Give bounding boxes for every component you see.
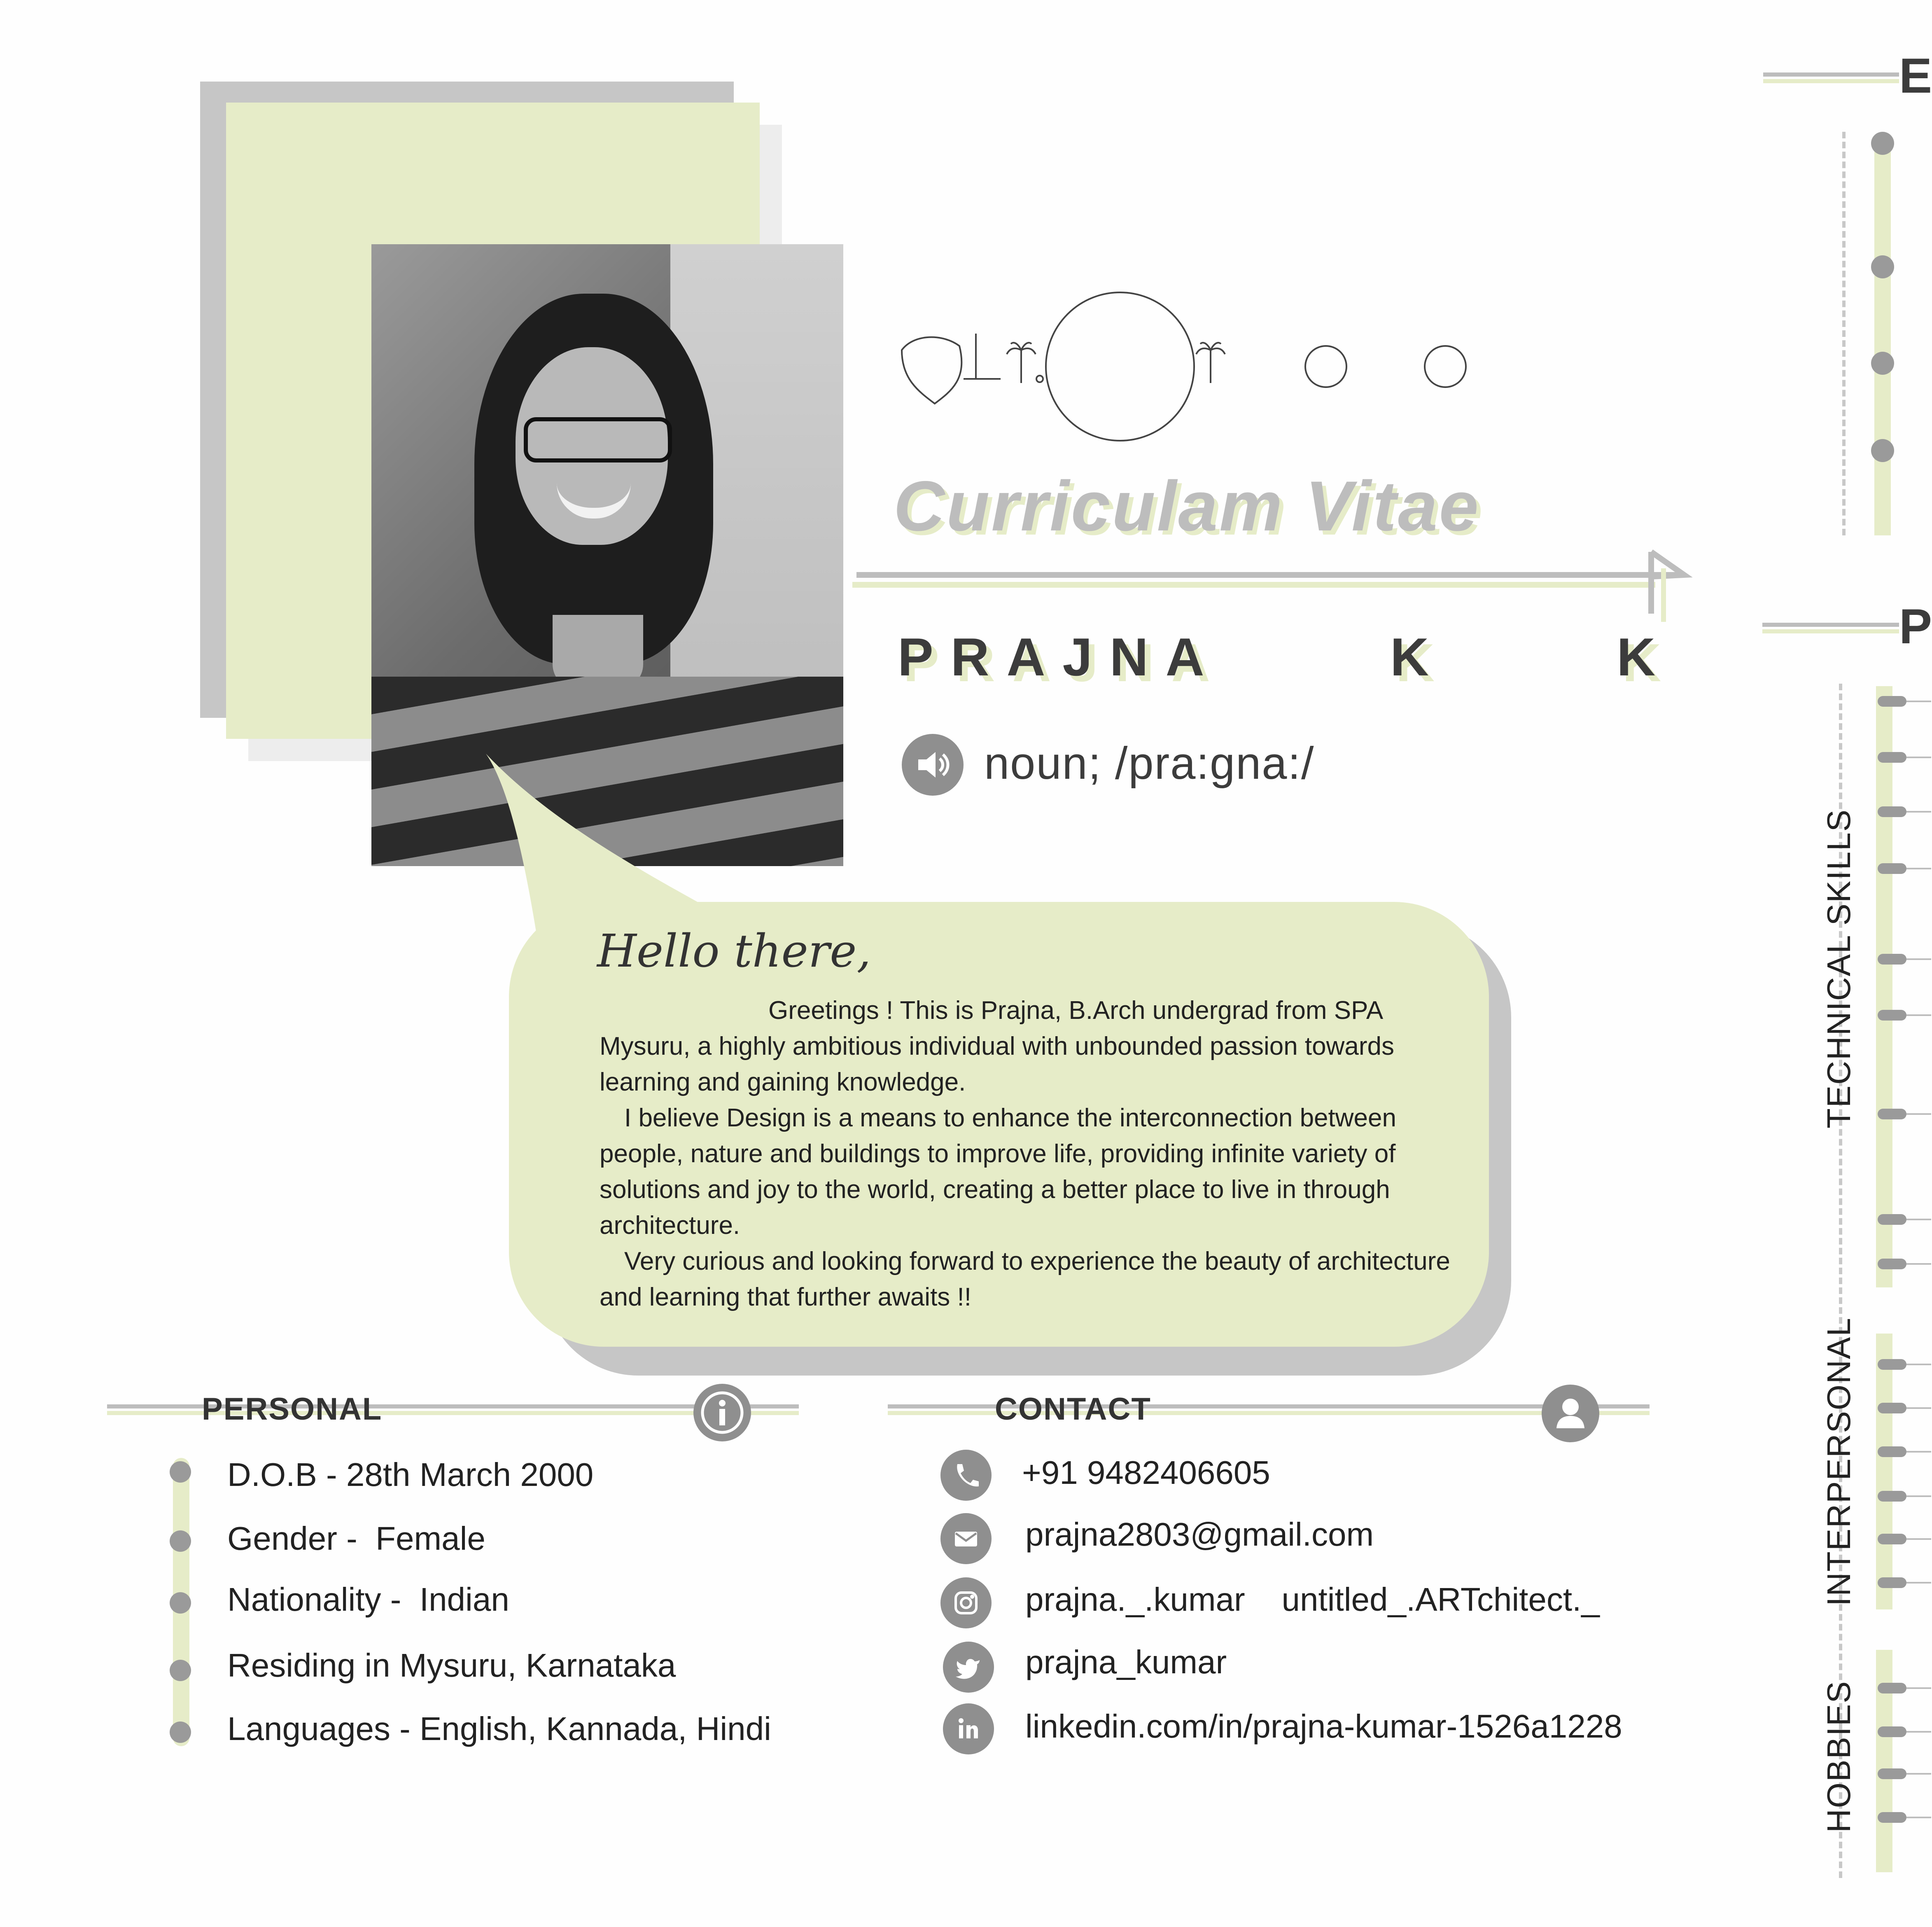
instagram-icon[interactable]	[940, 1577, 992, 1628]
skill-tick	[1878, 863, 1906, 874]
cv-title: Curriculam Vitae	[894, 467, 1480, 546]
right-dashed-line	[1842, 132, 1846, 535]
personal-heading: PERSONAL	[202, 1392, 383, 1427]
candidate-name: PRAJNA K K	[898, 627, 1673, 687]
bullet-dot	[1871, 439, 1894, 462]
right-heading-top: E	[1899, 48, 1932, 103]
hobbies-label: HOBBIES	[1820, 1680, 1857, 1833]
contact-linkedin[interactable]: linkedin.com/in/prajna-kumar-1526a1228	[1025, 1708, 1622, 1745]
right-bar	[1874, 136, 1891, 535]
skill-tick	[1878, 1403, 1906, 1413]
greeting-heading: Hello there,	[597, 925, 871, 977]
personal-residence: Residing in Mysuru, Karnataka	[227, 1647, 676, 1684]
skill-tick	[1878, 752, 1906, 763]
skill-tick	[1878, 696, 1906, 707]
interpersonal-bar	[1876, 1334, 1892, 1609]
linkedin-icon[interactable]	[943, 1703, 994, 1754]
skill-tick	[1878, 1577, 1906, 1588]
skill-tick	[1878, 1812, 1906, 1823]
bullet-dot	[170, 1530, 191, 1552]
bullet-dot	[170, 1660, 191, 1681]
technical-bar	[1876, 686, 1892, 1287]
interpersonal-label: INTERPERSONAL	[1820, 1317, 1857, 1606]
personal-nationality: Nationality - Indian	[227, 1581, 509, 1618]
bullet-dot	[170, 1721, 191, 1743]
right-heading-mid: P	[1899, 599, 1932, 654]
skill-tick	[1878, 1010, 1906, 1021]
skill-tick	[1878, 1259, 1906, 1269]
bullet-dot	[1871, 132, 1894, 155]
contact-instagram[interactable]: prajna._.kumar untitled_.ARTchitect._	[1025, 1581, 1600, 1618]
skill-tick	[1878, 806, 1906, 817]
bio-paragraph: Greetings ! This is Prajna, B.Arch undergrad from SPA Mysuru, a highly ambitious individual with unbounded passion towards learning and gaining knowledge.	[600, 996, 1394, 1096]
info-icon	[693, 1384, 751, 1441]
bullet-dot	[1871, 352, 1894, 375]
skill-tick	[1878, 1109, 1906, 1119]
bullet-dot	[170, 1592, 191, 1614]
phone-icon	[940, 1450, 992, 1501]
skill-tick	[1878, 954, 1906, 965]
skill-tick	[1878, 1534, 1906, 1544]
logo-lineart	[898, 284, 1474, 449]
right-divider-top	[1763, 72, 1899, 85]
bullet-dot	[170, 1461, 191, 1483]
technical-skills-label: TECHNICAL SKILLS	[1820, 809, 1857, 1128]
speaker-icon[interactable]	[902, 734, 964, 796]
skill-tick	[1878, 1768, 1906, 1779]
email-icon	[940, 1513, 992, 1564]
contact-twitter[interactable]: prajna_kumar	[1025, 1644, 1227, 1680]
twitter-icon[interactable]	[943, 1642, 994, 1693]
contact-heading: CONTACT	[995, 1392, 1151, 1427]
skill-tick	[1878, 1726, 1906, 1737]
personal-dob: D.O.B - 28th March 2000	[227, 1456, 594, 1493]
skill-tick	[1878, 1446, 1906, 1457]
user-icon	[1542, 1385, 1599, 1442]
personal-languages: Languages - English, Kannada, Hindi	[227, 1710, 771, 1747]
skill-tick	[1878, 1491, 1906, 1502]
bullet-dot	[1871, 255, 1894, 278]
bio-text	[600, 993, 1464, 1315]
skill-tick	[1878, 1683, 1906, 1693]
bio-paragraph: Very curious and looking forward to experience the beauty of architecture and learning that further awaits !!	[600, 1247, 1450, 1311]
pronunciation: noun; /pra:gna:/	[984, 738, 1315, 789]
right-divider-mid	[1762, 623, 1899, 635]
title-arrow	[848, 544, 1692, 626]
skill-tick	[1878, 1359, 1906, 1370]
contact-email[interactable]: prajna2803@gmail.com	[1025, 1516, 1374, 1553]
personal-gender: Gender - Female	[227, 1520, 485, 1557]
contact-phone[interactable]: +91 9482406605	[1022, 1454, 1270, 1491]
skill-tick	[1878, 1214, 1906, 1225]
bio-paragraph: I believe Design is a means to enhance the interconnection between people, nature and buildings to improve life, providing infinite variety of solutions and joy to the world, creating a better place to live in through architecture.	[600, 1104, 1396, 1240]
